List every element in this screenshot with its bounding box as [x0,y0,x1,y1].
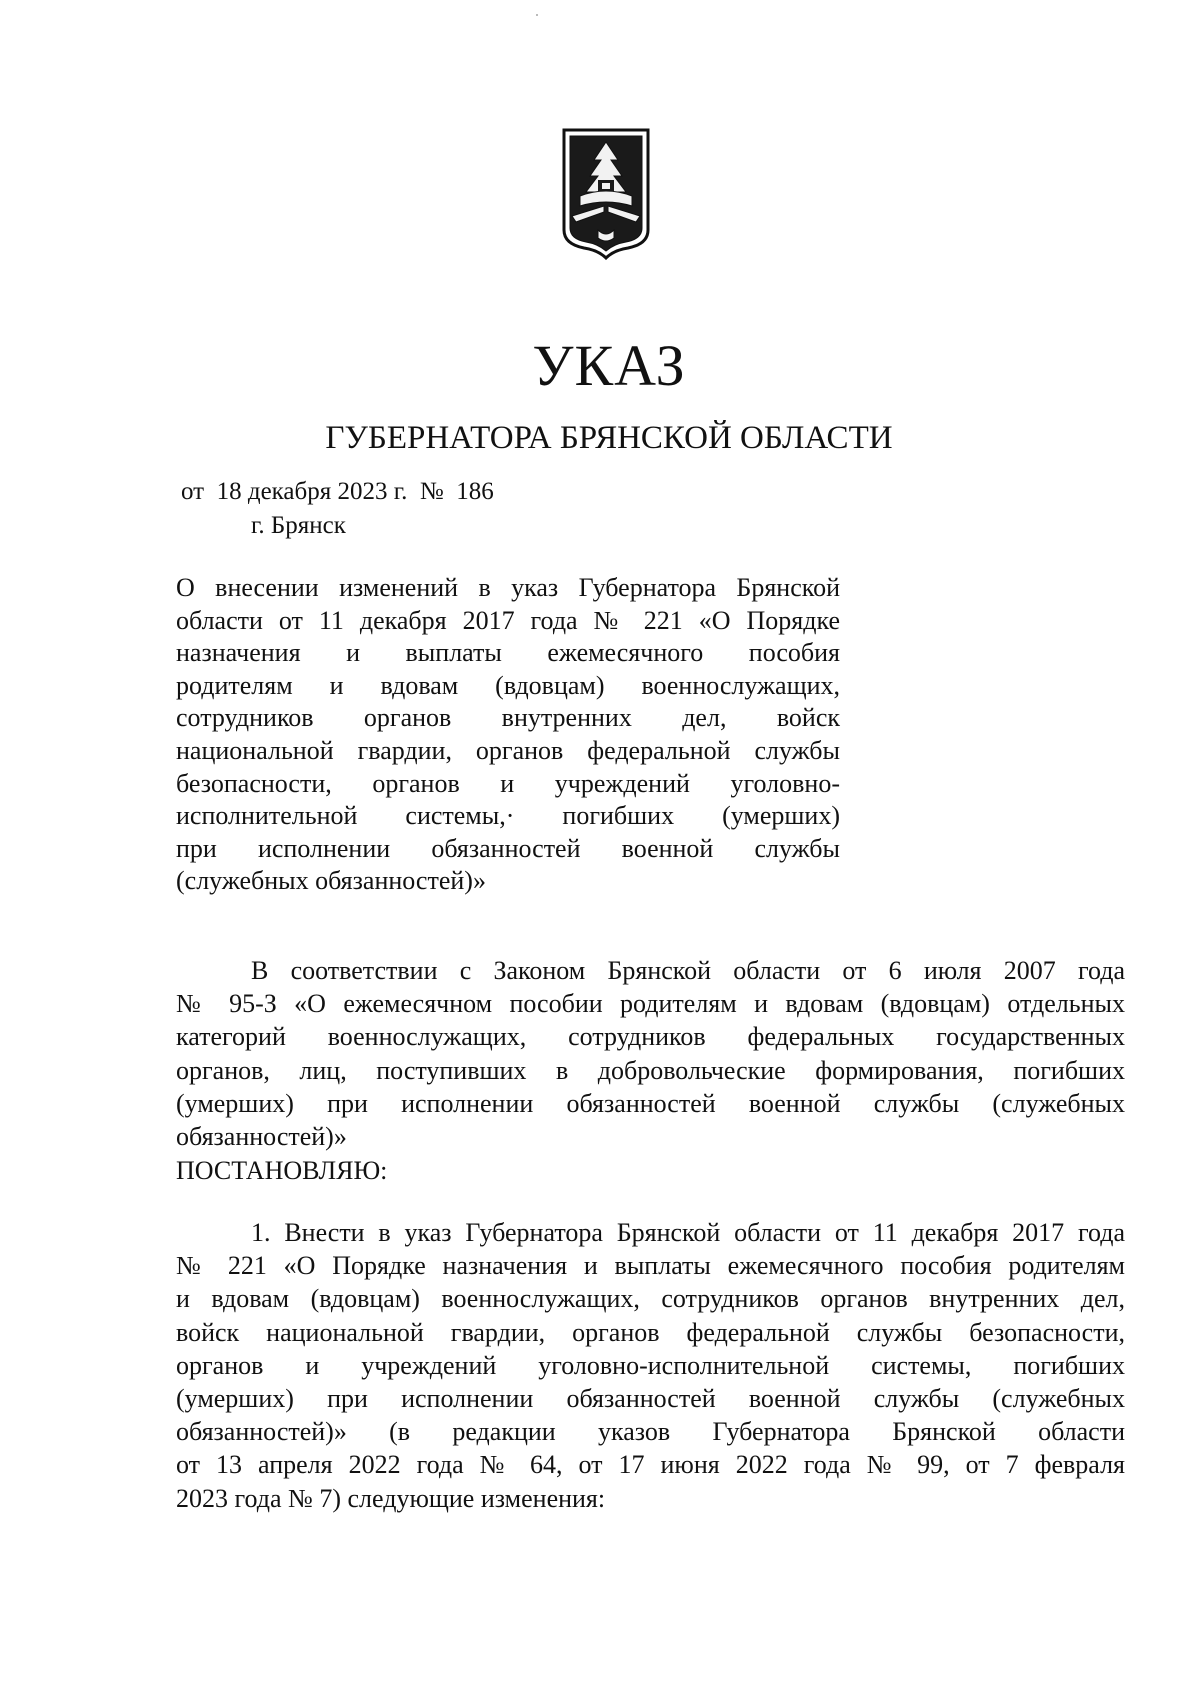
coat-of-arms-icon [558,126,654,262]
preamble-line: категорий военнослужащих, сотрудников федеральных государственных [176,1022,1125,1052]
item-1-line: обязанностей)» (в редакции указов Губернатора Брянской области [176,1417,1125,1447]
preamble-line: № 95-З «О ежемесячном пособии родителям и вдовам (вдовцам) отдельных [176,989,1125,1019]
subject-line: О внесении изменений в указ Губернатора Брянской [176,573,840,602]
subject-line: при исполнении обязанностей военной службы [176,833,840,863]
document-type-title: УКАЗ [532,333,686,398]
item-1-line: 2023 года № 7) следующие изменения: [176,1483,606,1513]
city-line: г. Брянск [251,512,346,539]
subject-line: национальной гвардии, органов федеральной службы [176,735,840,765]
resolve-statement: ПОСТАНОВЛЯЮ: [176,1156,388,1185]
item-1-line: органов и учреждений уголовно-исполнительной системы, погибших [176,1350,1125,1380]
subject-line: исполнительной системы,· погибших (умерших) [176,801,840,831]
item-1-line: от 13 апреля 2022 года № 64, от 17 июня 2022 года № 99, от 7 февраля [176,1450,1125,1480]
preamble-line: органов, лиц, поступивших в добровольческие формирования, погибших [176,1055,1125,1085]
item-1-line: и вдовам (вдовцам) военнослужащих, сотрудников органов внутренних дел, [176,1284,1125,1314]
preamble-line: (умерших) при исполнении обязанностей военной службы (служебных [176,1088,1125,1118]
preamble-line: обязанностей)» [176,1122,347,1152]
issuer-title: ГУБЕРНАТОРА БРЯНСКОЙ ОБЛАСТИ [325,420,893,456]
preamble-paragraph [176,954,1125,1153]
subject-line: безопасности, органов и учреждений уголовно- [176,768,840,798]
subject-line: сотрудников органов внутренних дел, войск [176,703,840,733]
subject-line: области от 11 декабря 2017 года № 221 «О Порядке [176,605,840,635]
item-1-line: (умерших) при исполнении обязанностей военной службы (служебных [176,1384,1125,1414]
subject-line: (служебных обязанностей)» [176,866,486,896]
item-1-paragraph [176,1216,1125,1515]
item-1-line: № 221 «О Порядке назначения и выплаты ежемесячного пособия родителям [176,1251,1125,1281]
subject-line: родителям и вдовам (вдовцам) военнослужащих, [176,670,840,700]
scan-speck [536,14,538,16]
item-1-line: войск национальной гвардии, органов федеральной службы безопасности, [176,1317,1125,1347]
date-number-line: от 18 декабря 2023 г. № 186 [181,478,494,505]
item-1-line: 1. Внести в указ Губернатора Брянской области от 11 декабря 2017 года [251,1218,1125,1247]
preamble-line: В соответствии с Законом Брянской области от 6 июля 2007 года [251,956,1125,985]
subject-line: назначения и выплаты ежемесячного пособия [176,638,840,668]
subject-heading [176,572,840,898]
